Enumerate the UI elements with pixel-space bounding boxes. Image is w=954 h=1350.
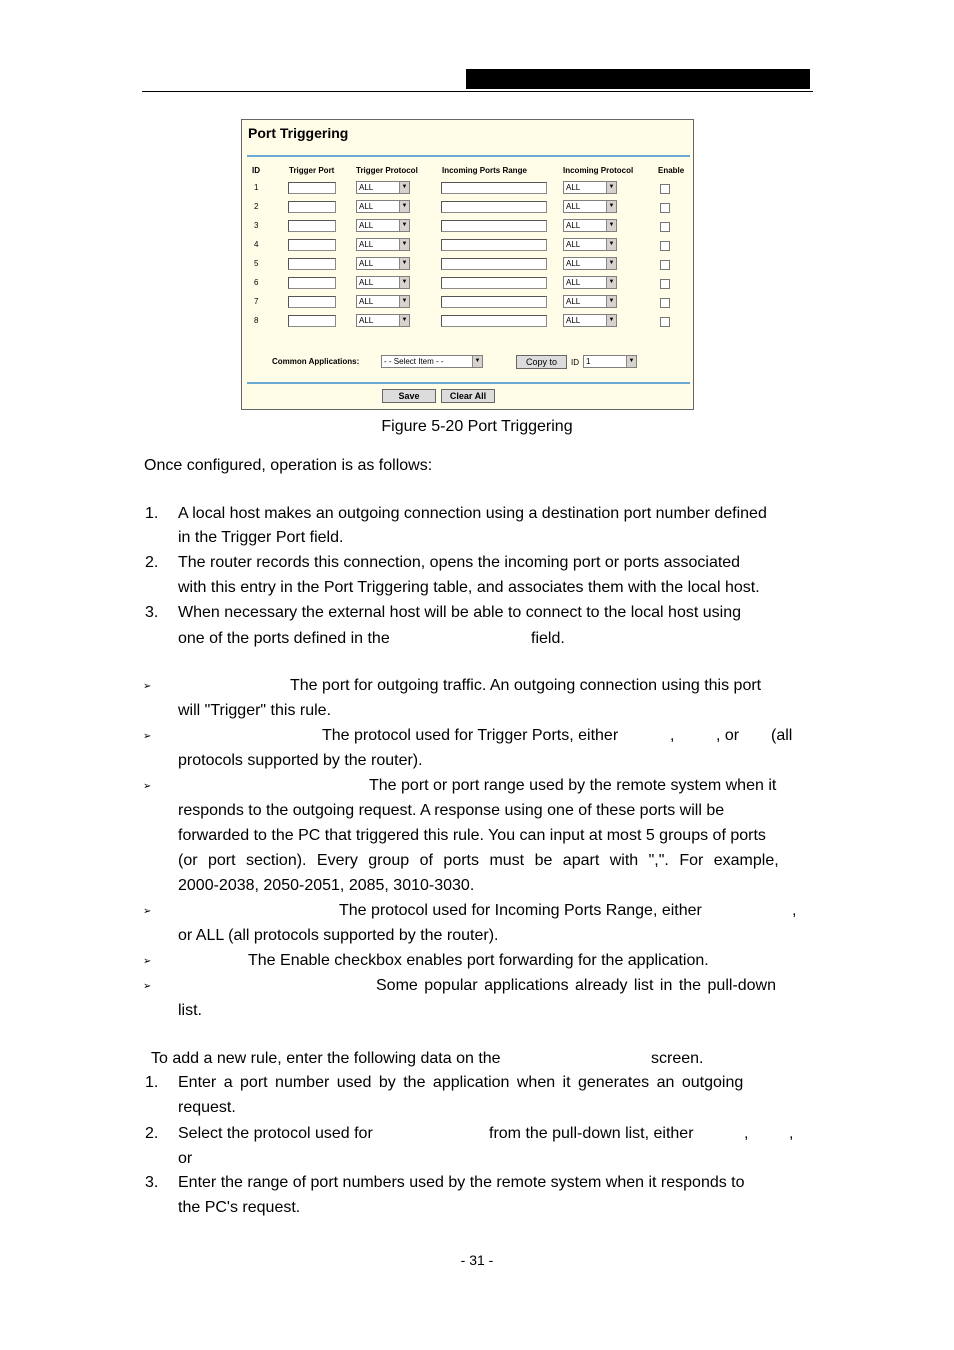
enable-checkbox[interactable] (660, 241, 670, 251)
row-id: 6 (254, 278, 259, 287)
enable-checkbox[interactable] (660, 279, 670, 289)
chevron-down-icon: ▼ (399, 258, 409, 269)
chevron-down-icon: ▼ (399, 277, 409, 288)
port-triggering-panel (241, 119, 694, 410)
common-apps-label: Common Applications: (272, 357, 360, 366)
trigger-protocol-value: ALL (359, 183, 374, 192)
trigger-port-input[interactable] (288, 201, 336, 213)
add-step-line: Select the protocol used for (178, 1125, 373, 1142)
bullet-line: or ALL (all protocols supported by the router). (178, 927, 499, 944)
bullet-sep: , (792, 902, 797, 919)
incoming-protocol-value: ALL (566, 278, 581, 287)
figure-caption: Figure 5-20 Port Triggering (381, 418, 573, 435)
incoming-range-input[interactable] (441, 201, 547, 213)
incoming-protocol-value: ALL (566, 221, 581, 230)
incoming-range-input[interactable] (441, 277, 547, 289)
step-number: 3. (145, 604, 159, 621)
trigger-protocol-value: ALL (359, 278, 374, 287)
bullet-line: 2000-2038, 2050-2051, 2085, 3010-3030. (178, 877, 475, 894)
trigger-port-input[interactable] (288, 258, 336, 270)
trigger-protocol-select[interactable] (356, 276, 410, 289)
col-id: ID (252, 166, 260, 175)
add-step-sep: , (744, 1125, 749, 1142)
row-id: 4 (254, 240, 259, 249)
incoming-protocol-select[interactable] (563, 314, 617, 327)
chevron-down-icon: ▼ (606, 315, 616, 326)
chevron-down-icon: ▼ (606, 258, 616, 269)
bullet-arrow-icon: ➢ (143, 981, 152, 992)
trigger-port-input[interactable] (288, 182, 336, 194)
enable-checkbox[interactable] (660, 203, 670, 213)
chevron-down-icon: ▼ (399, 201, 409, 212)
step-line: When necessary the external host will be able to connect to the local host using (178, 604, 741, 621)
trigger-port-input[interactable] (288, 239, 336, 251)
add-step-line: request. (178, 1099, 236, 1116)
copy-to-button[interactable]: Copy to (516, 355, 567, 369)
bullet-line: responds to the outgoing request. A response using one of these ports will be (178, 802, 725, 819)
bullet-line: The port or port range used by the remote system when it (369, 777, 777, 794)
id-label: ID (571, 358, 579, 367)
row-id: 2 (254, 202, 259, 211)
row-id: 1 (254, 183, 259, 192)
incoming-protocol-value: ALL (566, 240, 581, 249)
trigger-protocol-select[interactable] (356, 200, 410, 213)
step-line-tail: field. (531, 630, 565, 647)
bullet-line: will "Trigger" this rule. (178, 702, 332, 719)
trigger-protocol-select[interactable] (356, 257, 410, 270)
trigger-port-input[interactable] (288, 315, 336, 327)
footer-divider (247, 382, 690, 384)
enable-checkbox[interactable] (660, 298, 670, 308)
chevron-down-icon: ▼ (606, 182, 616, 193)
incoming-range-input[interactable] (441, 220, 547, 232)
row-id: 5 (254, 259, 259, 268)
add-step-line: the PC's request. (178, 1199, 301, 1216)
add-step-number: 2. (145, 1125, 159, 1142)
chevron-down-icon: ▼ (399, 296, 409, 307)
common-apps-select[interactable] (381, 355, 483, 368)
add-rule-intro-tail: screen. (651, 1050, 704, 1067)
bullet-sep: (all (771, 727, 793, 744)
incoming-protocol-select[interactable] (563, 257, 617, 270)
incoming-protocol-select[interactable] (563, 181, 617, 194)
header-bar (466, 69, 810, 89)
step-line: in the Trigger Port field. (178, 529, 344, 546)
chevron-down-icon: ▼ (399, 220, 409, 231)
trigger-port-input[interactable] (288, 220, 336, 232)
step-line: The router records this connection, opens the incoming port or ports associated (178, 554, 741, 571)
chevron-down-icon: ▼ (606, 277, 616, 288)
incoming-protocol-value: ALL (566, 202, 581, 211)
row-id: 7 (254, 297, 259, 306)
incoming-range-input[interactable] (441, 296, 547, 308)
chevron-down-icon: ▼ (399, 315, 409, 326)
add-step-number: 3. (145, 1174, 159, 1191)
chevron-down-icon: ▼ (626, 356, 636, 367)
bullet-line: The port for outgoing traffic. An outgoing connection using this port (290, 677, 762, 694)
add-step-number: 1. (145, 1074, 159, 1091)
add-step-line: Enter the range of port numbers used by the remote system when it responds to (178, 1174, 745, 1191)
bullet-arrow-icon: ➢ (143, 781, 152, 792)
header-rule (142, 91, 813, 92)
col-incoming-protocol: Incoming Protocol (563, 166, 634, 175)
add-step-sep: , (789, 1125, 794, 1142)
col-incoming-range: Incoming Ports Range (442, 166, 527, 175)
clear-all-button[interactable]: Clear All (441, 389, 495, 403)
incoming-range-input[interactable] (441, 315, 547, 327)
bullet-arrow-icon: ➢ (143, 681, 152, 692)
enable-checkbox[interactable] (660, 260, 670, 270)
trigger-protocol-select[interactable] (356, 181, 410, 194)
chevron-down-icon: ▼ (399, 182, 409, 193)
step-number: 1. (145, 505, 159, 522)
step-number: 2. (145, 554, 159, 571)
bullet-sep: , (670, 727, 675, 744)
panel-title: Port Triggering (248, 125, 349, 141)
step-line: A local host makes an outgoing connection using a destination port number defined (178, 505, 767, 522)
incoming-range-input[interactable] (441, 239, 547, 251)
add-step-line: Enter a port number used by the application when it generates an outgoing (178, 1074, 744, 1091)
add-rule-intro: To add a new rule, enter the following data on the (151, 1050, 501, 1067)
common-apps-value: - - Select Item - - (384, 357, 444, 366)
bullet-line: list. (178, 1002, 202, 1019)
col-trigger-protocol: Trigger Protocol (356, 166, 418, 175)
bullet-line: forwarded to the PC that triggered this rule. You can input at most 5 groups of ports (178, 827, 766, 844)
bullet-line: protocols supported by the router). (178, 752, 423, 769)
id-select-value: 1 (586, 357, 591, 366)
incoming-range-input[interactable] (441, 258, 547, 270)
trigger-protocol-select[interactable] (356, 219, 410, 232)
incoming-protocol-select[interactable] (563, 219, 617, 232)
trigger-protocol-value: ALL (359, 297, 374, 306)
incoming-protocol-value: ALL (566, 259, 581, 268)
save-button[interactable]: Save (382, 389, 436, 403)
chevron-down-icon: ▼ (606, 239, 616, 250)
bullet-line: The protocol used for Incoming Ports Range, either (339, 902, 702, 919)
page-number: - 31 - (460, 1252, 494, 1268)
enable-checkbox[interactable] (660, 184, 670, 194)
incoming-protocol-select[interactable] (563, 295, 617, 308)
col-trigger-port: Trigger Port (289, 166, 335, 175)
incoming-protocol-select[interactable] (563, 276, 617, 289)
chevron-down-icon: ▼ (472, 356, 482, 367)
add-step-line: or (178, 1150, 193, 1167)
incoming-range-input[interactable] (441, 182, 547, 194)
chevron-down-icon: ▼ (606, 201, 616, 212)
chevron-down-icon: ▼ (606, 296, 616, 307)
trigger-protocol-select[interactable] (356, 295, 410, 308)
incoming-protocol-select[interactable] (563, 238, 617, 251)
enable-checkbox[interactable] (660, 317, 670, 327)
trigger-port-input[interactable] (288, 296, 336, 308)
bullet-arrow-icon: ➢ (143, 906, 152, 917)
title-divider (247, 155, 690, 157)
bullet-line: The Enable checkbox enables port forwarding for the application. (248, 952, 709, 969)
trigger-port-input[interactable] (288, 277, 336, 289)
bullet-line: (or port section). Every group of ports must be apart with ",". For example, (178, 852, 779, 869)
trigger-protocol-value: ALL (359, 259, 374, 268)
col-enable: Enable (658, 166, 685, 175)
intro-text: Once configured, operation is as follows: (144, 457, 433, 474)
trigger-protocol-value: ALL (359, 202, 374, 211)
trigger-protocol-value: ALL (359, 316, 374, 325)
row-id: 3 (254, 221, 259, 230)
bullet-sep: , or (716, 727, 740, 744)
incoming-protocol-value: ALL (566, 316, 581, 325)
bullet-line: Some popular applications already list in the pull-down (376, 977, 776, 994)
incoming-protocol-select[interactable] (563, 200, 617, 213)
enable-checkbox[interactable] (660, 222, 670, 232)
id-select[interactable] (583, 355, 637, 368)
step-line: with this entry in the Port Triggering table, and associates them with the local host. (178, 579, 760, 596)
step-line: one of the ports defined in the (178, 630, 390, 647)
trigger-protocol-select[interactable] (356, 314, 410, 327)
incoming-protocol-value: ALL (566, 297, 581, 306)
trigger-protocol-value: ALL (359, 240, 374, 249)
bullet-arrow-icon: ➢ (143, 956, 152, 967)
bullet-line: The protocol used for Trigger Ports, either (322, 727, 619, 744)
chevron-down-icon: ▼ (606, 220, 616, 231)
bullet-arrow-icon: ➢ (143, 731, 152, 742)
chevron-down-icon: ▼ (399, 239, 409, 250)
row-id: 8 (254, 316, 259, 325)
trigger-protocol-select[interactable] (356, 238, 410, 251)
incoming-protocol-value: ALL (566, 183, 581, 192)
add-step-line: from the pull-down list, either (489, 1125, 694, 1142)
trigger-protocol-value: ALL (359, 221, 374, 230)
